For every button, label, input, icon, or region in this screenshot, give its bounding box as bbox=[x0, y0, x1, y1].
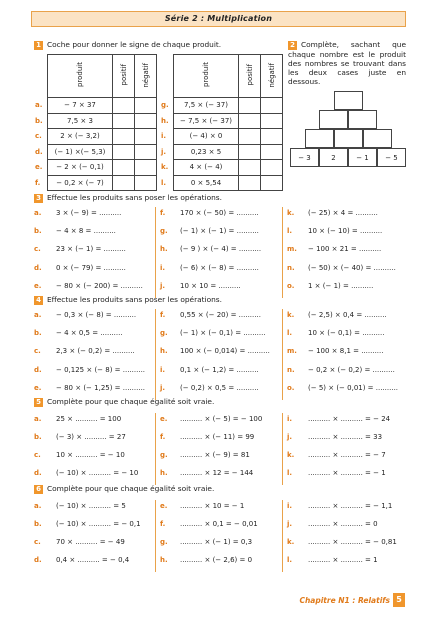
pyramid-cell[interactable] bbox=[348, 110, 377, 129]
item-label: g. bbox=[160, 538, 168, 546]
table-row bbox=[160, 113, 283, 129]
column-header bbox=[135, 55, 157, 98]
equation[interactable]: − 0,125 × (− 8) = .......... bbox=[56, 365, 146, 374]
equation[interactable]: .......... × .......... = 0 bbox=[308, 520, 378, 528]
column-divider bbox=[155, 207, 156, 298]
column-divider bbox=[282, 309, 283, 400]
item-label: e. bbox=[160, 415, 168, 423]
positive-checkbox[interactable] bbox=[113, 160, 135, 176]
ex6-number: 6 bbox=[34, 485, 43, 494]
equation[interactable]: − 100 × 8,1 = .......... bbox=[308, 347, 384, 356]
item-label: d. bbox=[34, 263, 42, 272]
negative-checkbox[interactable] bbox=[261, 98, 283, 114]
item-label: c. bbox=[34, 347, 41, 356]
item-label: h. bbox=[160, 347, 168, 356]
pyramid-cell[interactable] bbox=[305, 129, 334, 148]
item-label: h. bbox=[161, 116, 169, 125]
negative-checkbox[interactable] bbox=[135, 129, 157, 145]
ex1-instruction: Coche pour donner le signe de chaque produit. bbox=[47, 40, 222, 49]
column-header-label: positif bbox=[245, 64, 254, 86]
item-label: e. bbox=[35, 163, 43, 172]
item-label: l. bbox=[287, 556, 293, 564]
item-label: f. bbox=[160, 520, 166, 528]
equation[interactable]: (− 10) × .......... = − 10 bbox=[56, 469, 139, 477]
equation[interactable]: 10 × .......... = − 10 bbox=[56, 451, 125, 459]
pyramid-cell[interactable] bbox=[319, 110, 348, 129]
negative-checkbox[interactable] bbox=[261, 160, 283, 176]
series-title-banner: Série 2 : Multiplication bbox=[31, 11, 406, 27]
item-label: n. bbox=[287, 263, 295, 272]
item-label: l. bbox=[287, 227, 293, 236]
equation[interactable]: (− 50) × (− 40) = .......... bbox=[308, 263, 396, 272]
equation[interactable]: − 0,3 × (− 8) = .......... bbox=[56, 311, 137, 319]
pyramid-base-cell: − 3 bbox=[290, 148, 319, 167]
item-label: b. bbox=[34, 520, 42, 528]
item-label: l. bbox=[161, 178, 167, 187]
equation[interactable]: (− 2,5) × 0,4 = .......... bbox=[308, 311, 387, 319]
product-expression: 4 × (− 4) bbox=[174, 160, 239, 176]
pyramid-base-cell: − 5 bbox=[377, 148, 406, 167]
equation[interactable]: .......... × (− 5) = − 100 bbox=[180, 415, 263, 423]
equation[interactable]: (− 0,2) × 0,5 = .......... bbox=[180, 383, 259, 392]
positive-checkbox[interactable] bbox=[113, 175, 135, 191]
equation[interactable]: 3 × (− 9) = .......... bbox=[56, 209, 122, 217]
ex5-number: 5 bbox=[34, 398, 43, 407]
positive-checkbox[interactable] bbox=[113, 113, 135, 129]
equation[interactable]: 70 × .......... = − 49 bbox=[56, 538, 125, 546]
page-number: 5 bbox=[393, 593, 405, 607]
product-expression: − 2 × (− 0,1) bbox=[48, 160, 113, 176]
column-divider bbox=[282, 500, 283, 572]
ex3-instruction: Effectue les produits sans poser les opérations. bbox=[47, 193, 223, 202]
ex5-instruction: Complète pour que chaque égalité soit vraie. bbox=[47, 397, 215, 406]
product-expression: 0,23 × 5 bbox=[174, 144, 239, 160]
negative-checkbox[interactable] bbox=[135, 175, 157, 191]
equation[interactable]: 0,4 × .......... = − 0,4 bbox=[56, 556, 130, 564]
item-label: f. bbox=[160, 209, 166, 217]
table-row bbox=[160, 175, 283, 191]
negative-checkbox[interactable] bbox=[261, 113, 283, 129]
pyramid-cell[interactable] bbox=[334, 129, 363, 148]
item-label: i. bbox=[161, 132, 167, 141]
equation[interactable]: 2,3 × (− 0,2) = .......... bbox=[56, 347, 135, 356]
equation[interactable]: − 100 × 21 = .......... bbox=[308, 245, 382, 254]
item-label: o. bbox=[287, 281, 295, 290]
item-label: k. bbox=[287, 209, 295, 217]
table-row bbox=[34, 98, 157, 114]
equation[interactable]: .......... × .......... = 33 bbox=[308, 433, 383, 441]
item-label: g. bbox=[160, 227, 168, 236]
equation[interactable]: 100 × (− 0,014) = .......... bbox=[180, 347, 270, 356]
equation[interactable]: − 80 × (− 200) = .......... bbox=[56, 281, 143, 290]
column-divider bbox=[282, 207, 283, 298]
header-spacer bbox=[34, 55, 48, 98]
sign-table-right bbox=[160, 54, 283, 191]
equation[interactable]: .......... × .......... = − 1 bbox=[308, 469, 386, 477]
equation[interactable]: (− 10) × .......... = 5 bbox=[56, 502, 126, 510]
equation[interactable]: 10 × 10 = .......... bbox=[180, 281, 241, 290]
equation[interactable]: .......... × 12 = − 144 bbox=[180, 469, 254, 477]
ex5-heading bbox=[34, 397, 214, 407]
equation[interactable]: (− 1) × (− 1) = .......... bbox=[180, 227, 259, 236]
product-expression: 0 × 5,54 bbox=[174, 175, 239, 191]
item-label: j. bbox=[287, 433, 293, 441]
item-label: c. bbox=[34, 451, 41, 459]
ex2-number: 2 bbox=[288, 41, 297, 50]
item-label: l. bbox=[287, 469, 293, 477]
equation[interactable]: − 4 × 0,5 = .......... bbox=[56, 329, 123, 338]
equation[interactable]: 10 × (− 10) = .......... bbox=[308, 227, 383, 236]
column-header-label: négatif bbox=[141, 62, 150, 88]
table-row bbox=[160, 129, 283, 145]
item-label: i. bbox=[160, 365, 166, 374]
positive-checkbox[interactable] bbox=[239, 129, 261, 145]
column-header-label: produit bbox=[76, 62, 84, 88]
equation[interactable]: (− 1) × (− 0,1) = .......... bbox=[180, 329, 266, 338]
ex2-text: Complète, sachant que chaque nombre est le produit des nombres se trouvant dans les deux cases juste en dessous. bbox=[288, 40, 406, 86]
item-label: i. bbox=[287, 502, 293, 510]
pyramid-cell[interactable] bbox=[363, 129, 392, 148]
equation[interactable]: .......... × (− 2,6) = 0 bbox=[180, 556, 253, 564]
pyramid-cell[interactable] bbox=[334, 91, 363, 110]
column-header-label: produit bbox=[202, 62, 210, 88]
item-label: j. bbox=[161, 147, 167, 156]
equation[interactable]: .......... × (− 9) = 81 bbox=[180, 451, 250, 459]
product-expression: 7,5 × 3 bbox=[48, 113, 113, 129]
item-label: k. bbox=[287, 451, 295, 459]
item-label: h. bbox=[160, 469, 168, 477]
equation[interactable]: 0,55 × (− 20) = .......... bbox=[180, 311, 261, 319]
ex4-number: 4 bbox=[34, 296, 43, 305]
ex6-instruction: Complète pour que chaque égalité soit vraie. bbox=[47, 484, 215, 493]
negative-checkbox[interactable] bbox=[135, 98, 157, 114]
product-expression: 2 × (− 3,2) bbox=[48, 129, 113, 145]
ex4-instruction: Effectue les produits sans poser les opérations. bbox=[47, 295, 223, 304]
product-expression: − 0,2 × (− 7) bbox=[48, 175, 113, 191]
product-expression: (− 4) × 0 bbox=[174, 129, 239, 145]
equation[interactable]: (− 25) × 4 = .......... bbox=[308, 209, 378, 217]
item-label: c. bbox=[35, 132, 42, 141]
item-label: j. bbox=[160, 281, 166, 290]
column-header-label: positif bbox=[119, 64, 128, 86]
positive-checkbox[interactable] bbox=[239, 144, 261, 160]
equation[interactable]: .......... × .......... = − 24 bbox=[308, 415, 391, 423]
ex2-instruction bbox=[288, 40, 406, 86]
item-label: m. bbox=[287, 245, 297, 254]
item-label: d. bbox=[34, 365, 42, 374]
table-row bbox=[34, 113, 157, 129]
pyramid-base-cell: 2 bbox=[319, 148, 348, 167]
sign-table-left bbox=[34, 54, 157, 191]
column-header bbox=[174, 55, 239, 98]
item-label: c. bbox=[34, 538, 41, 546]
negative-checkbox[interactable] bbox=[135, 160, 157, 176]
item-label: d. bbox=[34, 469, 42, 477]
item-label: l. bbox=[287, 329, 293, 338]
table-row bbox=[34, 144, 157, 160]
item-label: g. bbox=[160, 329, 168, 338]
equation[interactable]: (− 3) × .......... = 27 bbox=[56, 433, 126, 441]
equation[interactable]: 23 × (− 1) = .......... bbox=[56, 245, 126, 254]
equation[interactable]: (− 10) × .......... = − 0,1 bbox=[56, 520, 141, 528]
ex1-number: 1 bbox=[34, 41, 43, 50]
item-label: f. bbox=[160, 311, 166, 319]
equation[interactable]: (− 9 ) × (− 4) = .......... bbox=[180, 245, 262, 254]
table-row bbox=[34, 175, 157, 191]
item-label: f. bbox=[160, 433, 166, 441]
column-divider bbox=[155, 413, 156, 485]
table-row bbox=[160, 98, 283, 114]
equation[interactable]: .......... × .......... = − 7 bbox=[308, 451, 386, 459]
item-label: m. bbox=[287, 347, 297, 356]
column-header-label: négatif bbox=[267, 62, 276, 88]
column-header bbox=[239, 55, 261, 98]
item-label: e. bbox=[160, 502, 168, 510]
equation[interactable]: .......... × (− 11) = 99 bbox=[180, 433, 255, 441]
product-expression: 7,5 × (− 37) bbox=[174, 98, 239, 114]
equation[interactable]: .......... × .......... = 1 bbox=[308, 556, 378, 564]
equation[interactable]: − 4 × 8 = .......... bbox=[56, 227, 116, 236]
product-expression: − 7 × 37 bbox=[48, 98, 113, 114]
item-label: n. bbox=[287, 365, 295, 374]
item-label: o. bbox=[287, 383, 295, 392]
equation[interactable]: (− 5) × (− 0,01) = .......... bbox=[308, 383, 399, 392]
equation[interactable]: 0 × (− 79) = .......... bbox=[56, 263, 126, 272]
column-divider bbox=[155, 500, 156, 572]
table-row bbox=[160, 144, 283, 160]
item-label: h. bbox=[160, 556, 168, 564]
positive-checkbox[interactable] bbox=[239, 113, 261, 129]
equation[interactable]: − 80 × (− 1,25) = .......... bbox=[56, 383, 146, 392]
item-label: c. bbox=[34, 245, 41, 254]
equation[interactable]: (− 6) × (− 8) = .......... bbox=[180, 263, 259, 272]
equation[interactable]: − 0,2 × (− 0,2) = .......... bbox=[308, 365, 395, 374]
column-divider bbox=[282, 413, 283, 485]
item-label: i. bbox=[287, 415, 293, 423]
positive-checkbox[interactable] bbox=[113, 129, 135, 145]
equation[interactable]: .......... × 0,1 = − 0,01 bbox=[180, 520, 258, 528]
positive-checkbox[interactable] bbox=[239, 98, 261, 114]
ex1-heading bbox=[34, 40, 221, 50]
item-label: a. bbox=[34, 311, 42, 319]
negative-checkbox[interactable] bbox=[135, 144, 157, 160]
item-label: d. bbox=[34, 556, 42, 564]
column-header bbox=[48, 55, 113, 98]
negative-checkbox[interactable] bbox=[261, 129, 283, 145]
ex6-heading bbox=[34, 484, 214, 494]
chapter-footer: Chapitre N1 : Relatifs bbox=[299, 596, 390, 605]
item-label: h. bbox=[160, 245, 168, 254]
equation[interactable]: 170 × (− 50) = .......... bbox=[180, 209, 259, 217]
equation[interactable]: .......... × .......... = − 1,1 bbox=[308, 502, 393, 510]
column-divider bbox=[155, 309, 156, 400]
item-label: b. bbox=[34, 433, 42, 441]
negative-checkbox[interactable] bbox=[261, 175, 283, 191]
header-spacer bbox=[160, 55, 174, 98]
item-label: e. bbox=[34, 383, 42, 392]
item-label: k. bbox=[287, 538, 295, 546]
equation[interactable]: 10 × (− 0,1) = .......... bbox=[308, 329, 385, 338]
item-label: a. bbox=[35, 101, 43, 110]
item-label: f. bbox=[35, 178, 41, 187]
pyramid-base-cell: − 1 bbox=[348, 148, 377, 167]
negative-checkbox[interactable] bbox=[261, 144, 283, 160]
positive-checkbox[interactable] bbox=[239, 175, 261, 191]
negative-checkbox[interactable] bbox=[135, 113, 157, 129]
item-label: b. bbox=[35, 116, 43, 125]
item-label: k. bbox=[161, 163, 169, 172]
table-row bbox=[160, 160, 283, 176]
item-label: b. bbox=[34, 227, 42, 236]
equation[interactable]: 0,1 × (− 1,2) = .......... bbox=[180, 365, 259, 374]
product-expression: − 7,5 × (− 37) bbox=[174, 113, 239, 129]
positive-checkbox[interactable] bbox=[239, 160, 261, 176]
item-label: g. bbox=[160, 451, 168, 459]
table-row bbox=[34, 129, 157, 145]
equation[interactable]: .......... × (− 1) = 0,3 bbox=[180, 538, 253, 546]
item-label: a. bbox=[34, 209, 42, 217]
item-label: i. bbox=[160, 263, 166, 272]
column-header bbox=[113, 55, 135, 98]
equation[interactable]: 1 × (− 1) = .......... bbox=[308, 281, 374, 290]
equation[interactable]: 25 × .......... = 100 bbox=[56, 415, 122, 423]
equation[interactable]: .......... × .......... = − 0,81 bbox=[308, 538, 397, 546]
item-label: j. bbox=[160, 383, 166, 392]
item-label: j. bbox=[287, 520, 293, 528]
item-label: k. bbox=[287, 311, 295, 319]
positive-checkbox[interactable] bbox=[113, 98, 135, 114]
item-label: a. bbox=[34, 502, 42, 510]
item-label: a. bbox=[34, 415, 42, 423]
positive-checkbox[interactable] bbox=[113, 144, 135, 160]
item-label: e. bbox=[34, 281, 42, 290]
ex3-number: 3 bbox=[34, 194, 43, 203]
item-label: d. bbox=[35, 147, 43, 156]
item-label: b. bbox=[34, 329, 42, 338]
column-header bbox=[261, 55, 283, 98]
ex3-heading bbox=[34, 193, 222, 203]
equation[interactable]: .......... × 10 = − 1 bbox=[180, 502, 245, 510]
table-row bbox=[34, 160, 157, 176]
product-expression: (− 1) ×(− 5,3) bbox=[48, 144, 113, 160]
ex4-heading bbox=[34, 295, 222, 305]
item-label: g. bbox=[161, 101, 169, 110]
